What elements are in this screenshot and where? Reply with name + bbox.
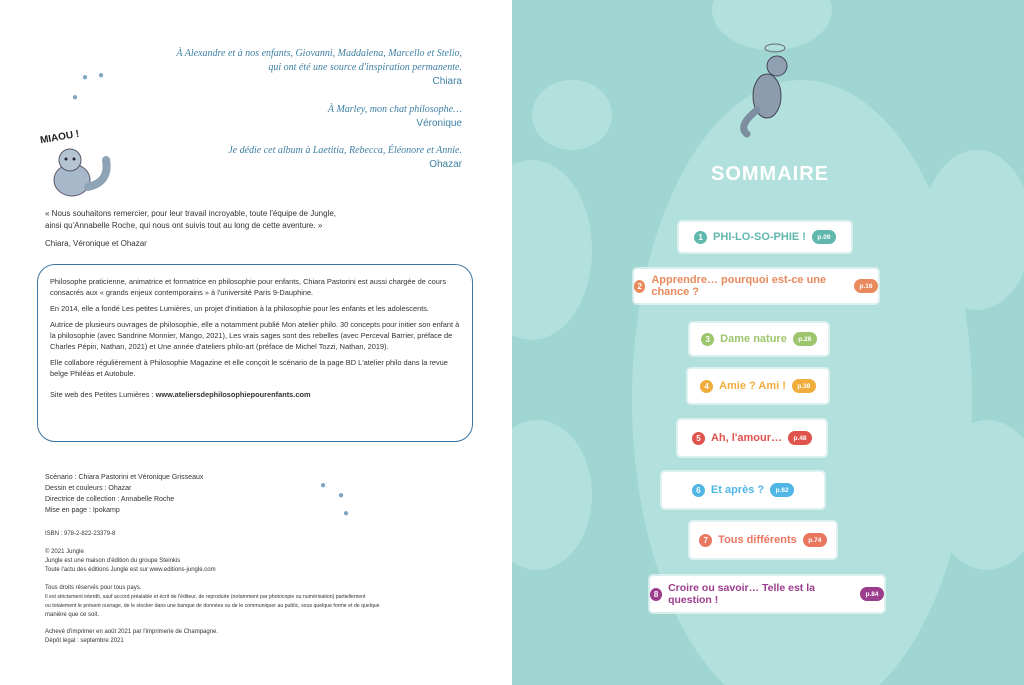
paw-icon: ● <box>343 508 350 519</box>
page-number-badge: p.09 <box>812 230 836 244</box>
publisher-info <box>45 548 465 575</box>
chapter-number-badge: 8 <box>650 588 662 601</box>
bio-paragraph: En 2014, elle a fondé Les petites Lumières, un projet d'initiation à la philosophie pour les enfants et les adolescents. <box>50 304 429 313</box>
chapter-number-badge: 7 <box>699 534 712 547</box>
chapter-number-badge: 1 <box>694 231 707 244</box>
toc-item-1[interactable] <box>679 222 851 252</box>
printing-line: Achevé d'imprimer en août 2021 par l'imprimerie de Champagne. <box>45 629 219 635</box>
credit-line: Directrice de collection : Annabelle Roche <box>45 496 175 503</box>
toc-item-5[interactable] <box>678 420 826 456</box>
page-number-badge: p.74 <box>803 533 827 547</box>
cat-illustration <box>39 128 120 202</box>
dedication-line: À Marley, mon chat philosophe… <box>327 104 462 115</box>
chapter-number-badge: 3 <box>701 333 714 346</box>
toc-item-7[interactable] <box>690 522 836 558</box>
bio-website <box>50 389 460 400</box>
toc-title: SOMMAIRE <box>711 163 829 185</box>
dedication-veronique <box>328 103 462 131</box>
page-number-badge: p.38 <box>792 379 816 393</box>
toc-item-8[interactable] <box>650 576 884 612</box>
page-number-badge: p.48 <box>788 431 812 445</box>
publisher-line: Toute l'actu des éditions Jungle est sur www.editions-jungle.com <box>45 567 216 573</box>
background-blob <box>922 150 1024 310</box>
credit-line: Scénario : Chiara Pastorini et Véronique Grisseaux <box>45 474 204 481</box>
paw-icon: ● <box>98 70 105 81</box>
chapter-title: Croire ou savoir… Telle est la question ! <box>668 582 815 606</box>
rights-line: ou totalement le présent ouvrage, de le stocker dans une banque de données ou de le communiquer au public, sous quelque forme et de quelque <box>45 603 380 609</box>
page-number-badge: p.16 <box>854 279 878 293</box>
page-number-badge: p.62 <box>770 483 794 497</box>
background-blob <box>512 160 592 340</box>
page-number-badge: p.84 <box>860 587 884 601</box>
dedication-line: Je dédie cet album à Laetitia, Rebecca, Éléonore et Annie. <box>228 145 462 156</box>
dedication-signature: Ohazar <box>429 159 462 170</box>
chapter-title: Apprendre… pourquoi est-ce une chance ? <box>651 274 827 298</box>
dedication-line: À Alexandre et à nos enfants, Giovanni, Maddalena, Marcello et Stelio, <box>176 48 462 59</box>
chapter-title: Tous différents <box>718 534 797 546</box>
paw-icon: ● <box>82 72 89 83</box>
printing-info <box>45 628 465 646</box>
chapter-title: Amie ? Ami ! <box>719 380 786 392</box>
bio-paragraph: Elle collabore régulièrement à Philosophie Magazine et elle conçoit le scénario de la page BD L'atelier philo dans la revue belge Philéas et Autobule. <box>50 358 448 378</box>
dedication-ohazar <box>228 144 462 172</box>
toc-item-6[interactable] <box>662 472 824 508</box>
bio-paragraph: Philosophe praticienne, animatrice et formatrice en philosophie pour enfants, Chiara Pastorini est aussi chargée de cours consacrés aux « grands enjeux contemporains » à l'université Paris 9-Dauphine. <box>50 277 447 297</box>
page-number-badge: p.26 <box>793 332 817 346</box>
website-label: Site web des Petites Lumières : <box>50 390 156 399</box>
bio-paragraph: Autrice de plusieurs ouvrages de philosophie, elle a notamment publié Mon atelier philo. 30 concepts pour initier son enfant à la philosophie (avec Sandrine Monnier, Mango, 2021), Les vrais sages sont des rebelles (avec Perceval Barrier, préface de Charles Pépin, Nathan, 2021) et Une année d'ateliers philo-art (préface de Michel Tozzi, Nathan, 2019). <box>50 320 460 351</box>
cat-sound-text: MIAOU ! <box>39 128 81 147</box>
background-blob <box>512 420 592 570</box>
chapter-title: Et après ? <box>710 484 765 496</box>
chapter-title: Ah, l'amour… <box>710 432 783 444</box>
dedication-chiara <box>176 47 462 89</box>
dedication-line: qui ont été une source d'inspiration permanente. <box>268 62 462 73</box>
chapter-number-badge: 4 <box>700 380 713 393</box>
rights-line: Tous droits réservés pour tous pays. <box>45 585 142 591</box>
isbn: ISBN : 978-2-822-23379-8 <box>45 531 116 537</box>
toc-item-3[interactable] <box>690 323 828 355</box>
dedication-signature: Chiara <box>432 76 462 87</box>
chapter-number-badge: 5 <box>692 432 705 445</box>
toc-item-4[interactable] <box>688 369 828 403</box>
credit-line: Mise en page : Ipokamp <box>45 507 120 514</box>
toc-item-2[interactable] <box>634 269 878 303</box>
chapter-number-badge: 2 <box>634 280 645 293</box>
cat-illustration <box>735 38 805 138</box>
cat-icon <box>40 132 120 202</box>
rights-line: manière que ce soit. <box>45 612 100 618</box>
credits <box>45 472 203 516</box>
thanks-line: « Nous souhaitons remercier, pour leur travail incroyable, toute l'équipe de Jungle, <box>45 209 337 218</box>
rights-line: Il est strictement interdit, sauf accord préalable et écrit de l'éditeur, de reproduire (notamment par photocopie ou numérisation) partiellement <box>45 594 366 600</box>
author-bio-box <box>37 264 473 442</box>
paw-icon: ● <box>338 490 345 501</box>
paw-icon: ● <box>72 92 79 103</box>
publisher-line: © 2021 Jungle <box>45 549 84 555</box>
printing-line: Dépôt légal : septembre 2021 <box>45 638 124 644</box>
acknowledgements <box>45 208 375 250</box>
dedication-signature: Véronique <box>416 118 462 129</box>
credit-line: Dessin et couleurs : Ohazar <box>45 485 132 492</box>
chapter-title: PHI-LO-SO-PHIE ! <box>713 231 806 243</box>
paw-icon: ● <box>320 480 327 491</box>
publisher-line: Jungle est une maison d'édition du groupe Steinkis <box>45 558 181 564</box>
chapter-title: Dame nature <box>720 333 787 345</box>
thanks-line: ainsi qu'Annabelle Roche, qui nous ont suivis tout au long de cette aventure. » <box>45 221 323 230</box>
rights-notice <box>45 584 475 620</box>
website-link[interactable]: www.ateliersdephilosophiepourenfants.com <box>155 390 311 399</box>
thanks-signature: Chiara, Véronique et Ohazar <box>45 239 147 248</box>
background-blob <box>532 80 612 150</box>
chapter-number-badge: 6 <box>692 484 705 497</box>
